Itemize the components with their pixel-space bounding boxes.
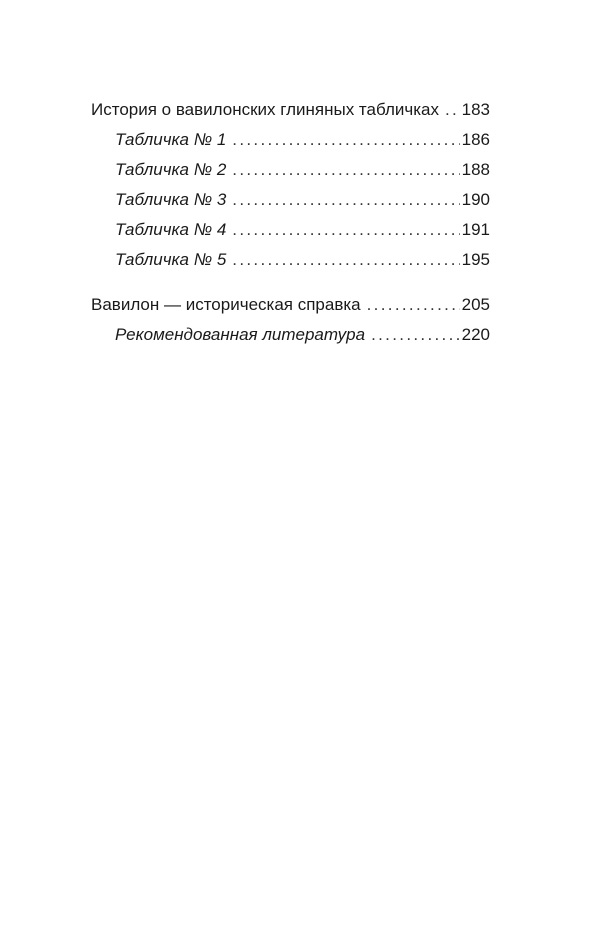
toc-entry-tablet-5[interactable] [91, 245, 490, 275]
toc-page-number: 195 [461, 250, 490, 269]
toc-entry-title: Табличка № 5 [115, 250, 227, 269]
toc-entry-recommended-literature[interactable] [91, 320, 490, 350]
section-gap [91, 275, 490, 290]
toc-page-number: 205 [461, 295, 490, 314]
toc-entry-tablet-3[interactable] [91, 185, 490, 215]
dot-leader [445, 95, 460, 125]
toc-entry-tablet-2[interactable] [91, 155, 490, 185]
dot-leader [367, 290, 460, 320]
toc-page-number: 183 [461, 100, 490, 119]
dot-leader [232, 215, 459, 245]
toc-entry-babylon-tablets[interactable] [91, 95, 490, 125]
dot-leader [232, 155, 459, 185]
table-of-contents [91, 95, 490, 350]
dot-leader [232, 125, 459, 155]
toc-entry-tablet-1[interactable] [91, 125, 490, 155]
toc-entry-title: Табличка № 2 [115, 160, 227, 179]
toc-page-number: 186 [461, 130, 490, 149]
dot-leader [232, 185, 459, 215]
toc-entry-title: Вавилон — историческая справка [91, 295, 361, 314]
toc-entry-title: Табличка № 4 [115, 220, 227, 239]
toc-page-number: 220 [461, 325, 490, 344]
dot-leader [371, 320, 460, 350]
toc-entry-babylon-history[interactable] [91, 290, 490, 320]
toc-page-number: 190 [461, 190, 490, 209]
toc-entry-title: Табличка № 3 [115, 190, 227, 209]
toc-entry-title: Рекомендованная литература [115, 325, 366, 344]
toc-entry-title: История о вавилонских глиняных табличках [91, 100, 439, 119]
toc-page-number: 188 [461, 160, 490, 179]
toc-entry-tablet-4[interactable] [91, 215, 490, 245]
toc-page-number: 191 [461, 220, 490, 239]
toc-entry-title: Табличка № 1 [115, 130, 227, 149]
dot-leader [232, 245, 459, 275]
